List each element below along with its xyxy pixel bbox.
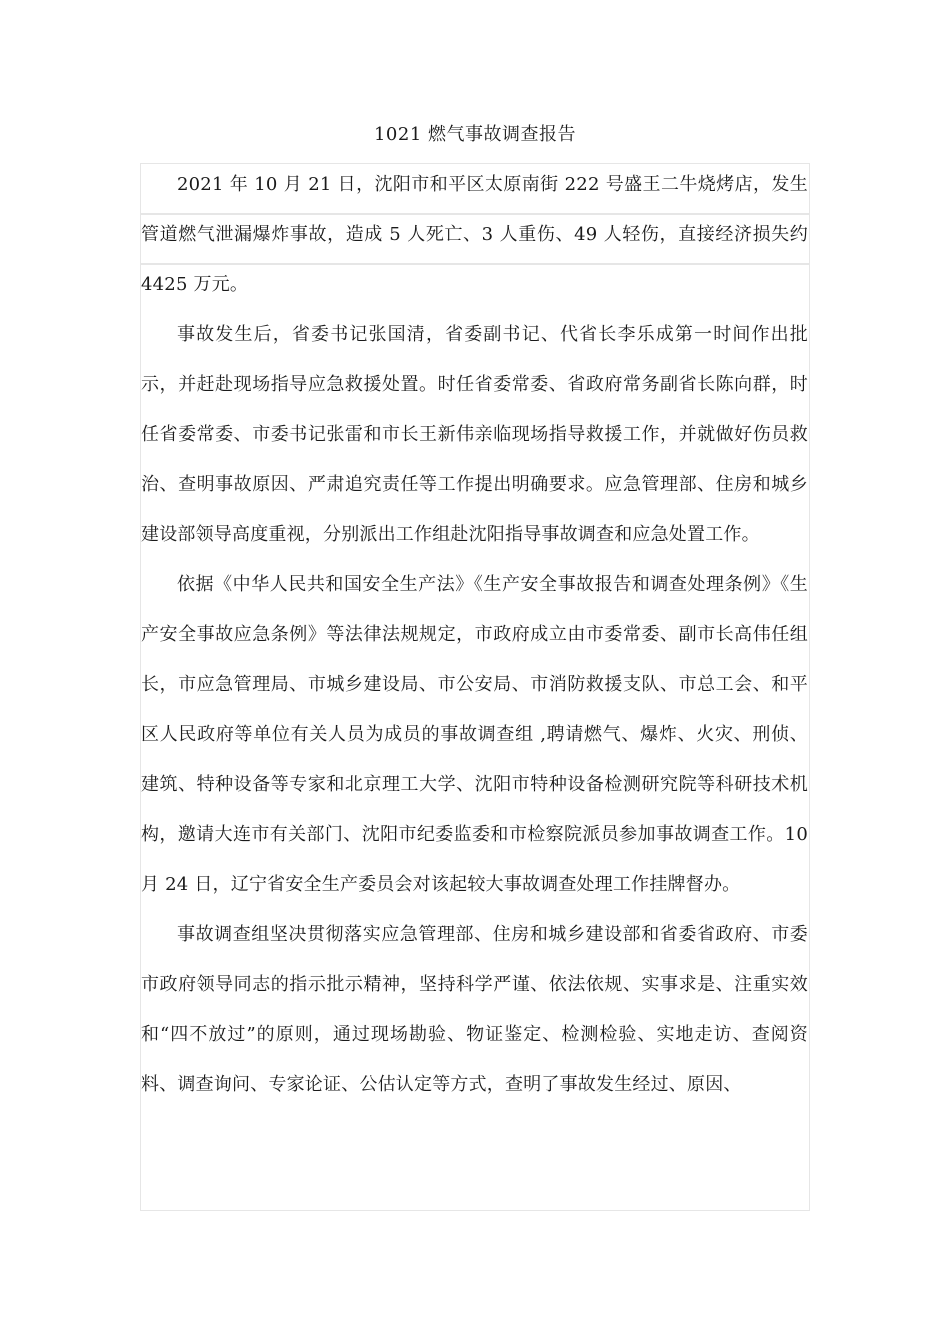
document-title: 1021 燃气事故调查报告: [373, 124, 577, 145]
paragraph-leadership-response: 事故发生后，省委书记张国清，省委副书记、代省长李乐成第一时间作出批示，并赶赴现场指导应急救援处置。时任省委常委、省政府常务副省长陈向群，时任省委常委、市委书记张雷和市长王新伟亲临现场指导救援工作，并就做好伤员救治、查明事故原因、严肃追究责任等工作提出明确要求。应急管理部、住房和城乡建设部领导高度重视，分别派出工作组赴沈阳指导事故调查和应急处置工作。: [141, 324, 808, 545]
paragraph-accident-summary: 2021 年 10 月 21 日，沈阳市和平区太原南街 222 号盛王二牛烧烤店，发生管道燃气泄漏爆炸事故，造成 5 人死亡、3 人重伤、49 人轻伤，直接经济损失约 4425 万元。: [141, 174, 808, 295]
paragraph-investigation-team: 依据《中华人民共和国安全生产法》《生产安全事故报告和调查处理条例》《生产安全事故应急条例》等法律法规规定，市政府成立由市委常委、副市长高伟任组长，市应急管理局、市城乡建设局、市公安局、市消防救援支队、市总工会、和平区人民政府等单位有关人员为成员的事故调查组 ,聘请燃气、爆炸、火灾、刑侦、建筑、特种设备等专家和北京理工大学、沈阳市特种设备检测研究院等科研技术机构，邀请大连市有关部门、沈阳市纪委监委和市检察院派员参加事故调查工作。10 月 24 日，辽宁省安全生产委员会对该起较大事故调查处理工作挂牌督办。: [141, 574, 808, 895]
document-body: [141, 160, 808, 1110]
paragraph-investigation-principles: 事故调查组坚决贯彻落实应急管理部、住房和城乡建设部和省委省政府、市委市政府领导同志的指示批示精神，坚持科学严谨、依法依规、实事求是、注重实效和“四不放过”的原则，通过现场勘验、物证鉴定、检测检验、实地走访、查阅资料、调查询问、专家论证、公估认定等方式，查明了事故发生经过、原因、: [141, 924, 808, 1095]
